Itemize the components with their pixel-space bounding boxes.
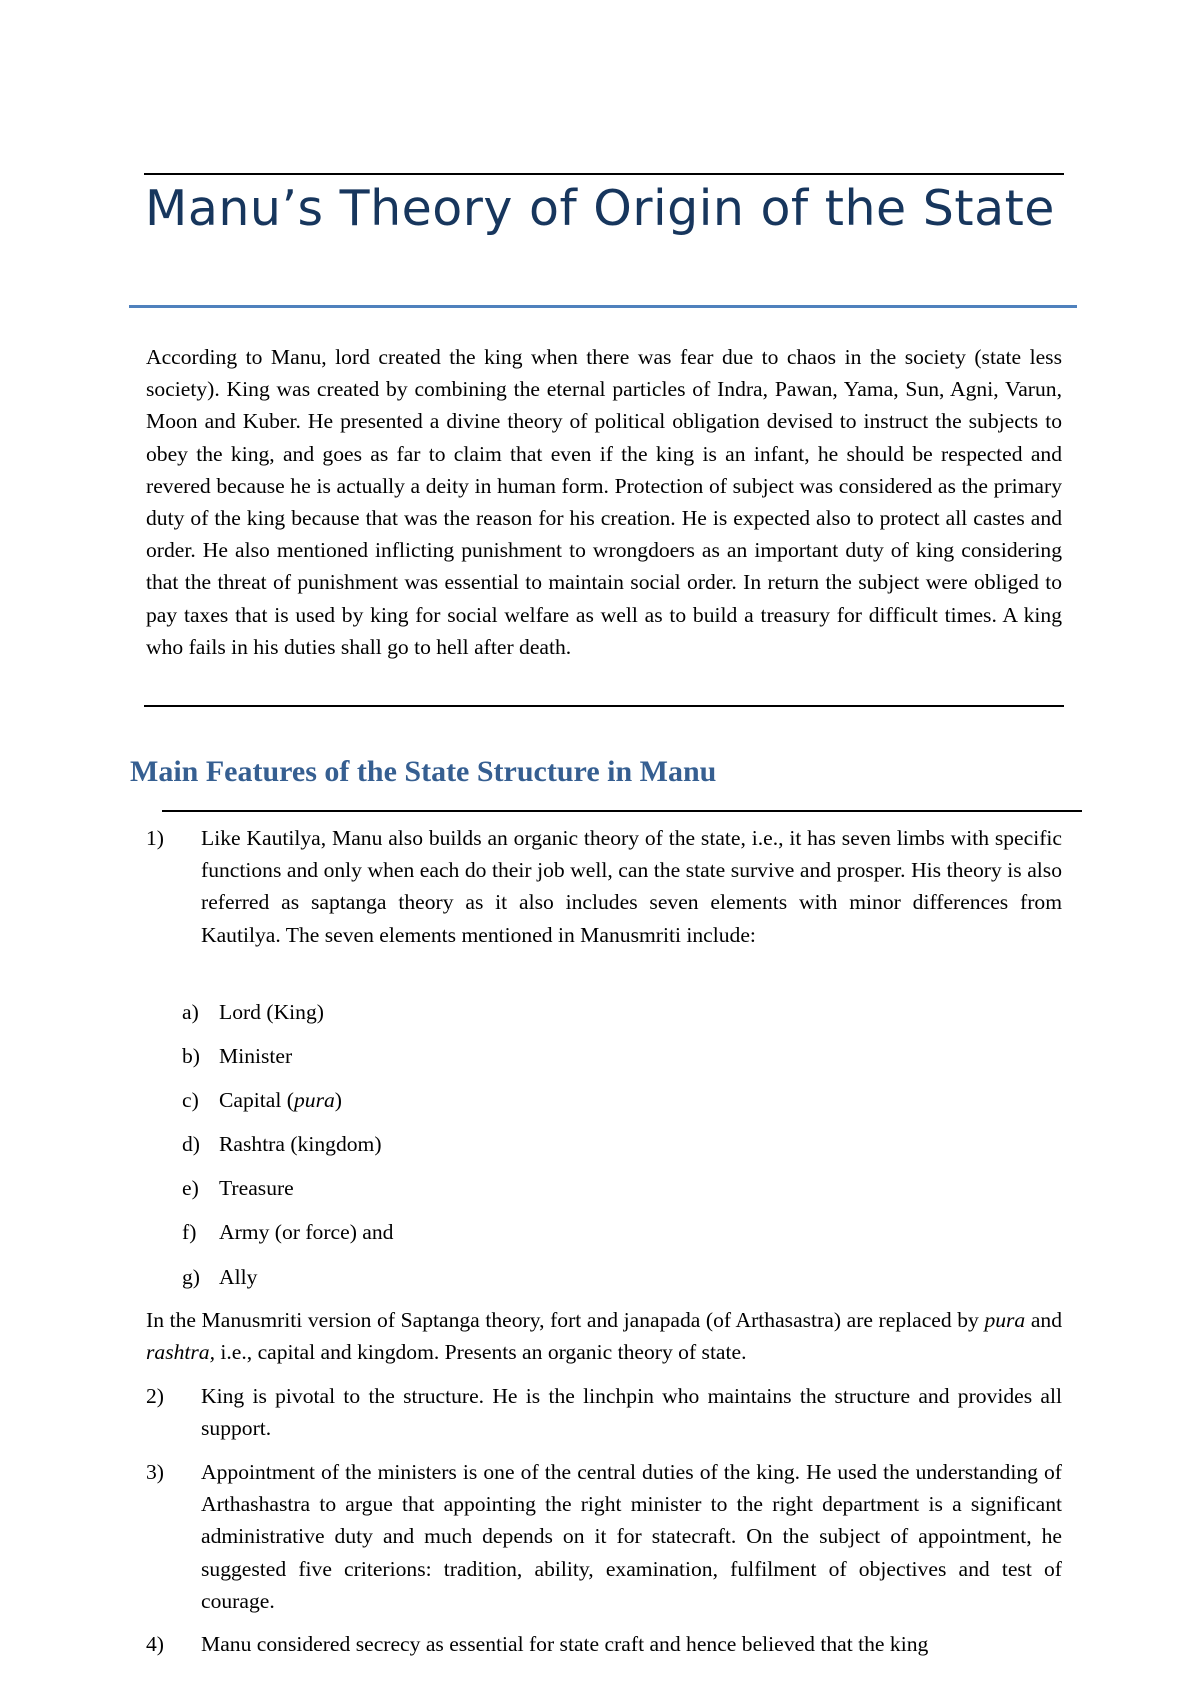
note-text-1: In the Manusmriti version of Saptanga theory, fort and janapada (of Arthasastra) are replaced by <box>146 1308 985 1332</box>
element-letter: d) <box>182 1132 200 1156</box>
element-text: Army (or force) and <box>219 1220 394 1244</box>
list-item-text: Like Kautilya, Manu also builds an organic theory of the state, i.e., it has seven limbs with specific functions and only when each do their job well, can the state survive and prosper. His theory is also referred as saptanga theory as it also includes seven elements with minor differences from Kautilya. The seven elements mentioned in Manusmriti include: <box>201 826 1062 947</box>
element-text: Ally <box>219 1265 258 1289</box>
element-item-c <box>182 1084 342 1116</box>
element-item-f <box>182 1216 393 1248</box>
section-heading: Main Features of the State Structure in Manu <box>130 755 717 788</box>
note-italic-rashtra: rashtra, <box>146 1340 215 1365</box>
section-heading-rule <box>162 810 1082 812</box>
list-number: 1) <box>146 826 164 850</box>
element-letter: b) <box>182 1044 200 1068</box>
element-letter: f) <box>182 1220 197 1244</box>
element-letter: c) <box>182 1088 199 1112</box>
list-item-3 <box>146 1456 1062 1617</box>
list-item-text: Manu considered secrecy as essential for state craft and hence believed that the king <box>201 1632 929 1656</box>
list-item-4 <box>146 1628 1062 1660</box>
list-item-1 <box>146 822 1062 951</box>
note-text-3: i.e., capital and kingdom. Presents an organic theory of state. <box>215 1340 747 1365</box>
element-text-italic: pura <box>293 1088 335 1112</box>
note-italic-pura: pura <box>984 1308 1026 1332</box>
element-letter: g) <box>182 1265 200 1289</box>
element-item-b <box>182 1040 292 1072</box>
note-text-2: and <box>1025 1308 1062 1332</box>
list-number: 3) <box>146 1460 164 1484</box>
saptanga-note-paragraph <box>146 1304 1062 1368</box>
title-bottom-rule <box>129 305 1077 308</box>
list-number: 4) <box>146 1632 164 1656</box>
element-letter: e) <box>182 1176 199 1200</box>
element-text-post: ) <box>334 1088 342 1112</box>
list-item-text: King is pivotal to the structure. He is the linchpin who maintains the structure and provides all support. <box>201 1384 1062 1441</box>
list-number: 2) <box>146 1384 164 1408</box>
element-text-pre: Capital ( <box>219 1088 294 1112</box>
element-item-d <box>182 1128 382 1160</box>
element-item-g <box>182 1261 257 1293</box>
list-item-2 <box>146 1380 1062 1444</box>
title-top-rule <box>144 173 1064 175</box>
intro-paragraph: According to Manu, lord created the king when there was fear due to chaos in the society (state less society). King was created by combining the eternal particles of Indra, Pawan, Yama, Sun, Agni, Varun, Moon and Kuber. He presented a divine theory of political obligation devised to instruct the subjects to obey the king, and goes as far to claim that even if the king is an infant, he should be respected and revered because he is actually a deity in human form. Protection of subject was considered as the primary duty of the king because that was the reason for his creation. He is expected also to protect all castes and order. He also mentioned inflicting punishment to wrongdoers as an important duty of king considering that the threat of punishment was essential to maintain social order. In return the subject were obliged to pay taxes that is used by king for social welfare as well as to build a treasury for difficult times. A king who fails in his duties shall go to hell after death. <box>146 345 1062 659</box>
element-text: Treasure <box>219 1176 294 1200</box>
element-item-a <box>182 996 324 1028</box>
intro-bottom-rule <box>144 705 1064 707</box>
element-text: Minister <box>219 1044 293 1068</box>
page-title: Manu’s Theory of Origin of the State <box>145 180 1055 237</box>
element-letter: a) <box>182 1000 199 1024</box>
element-text: Rashtra (kingdom) <box>219 1132 382 1156</box>
element-item-e <box>182 1172 294 1204</box>
list-item-text: Appointment of the ministers is one of the central duties of the king. He used the understanding of Arthashastra to argue that appointing the right minister to the right department is a significant administrative duty and much depends on it for statecraft. On the subject of appointment, he suggested five criterions: tradition, ability, examination, fulfilment of objectives and test of courage. <box>201 1460 1062 1613</box>
element-text: Lord (King) <box>219 1000 324 1024</box>
